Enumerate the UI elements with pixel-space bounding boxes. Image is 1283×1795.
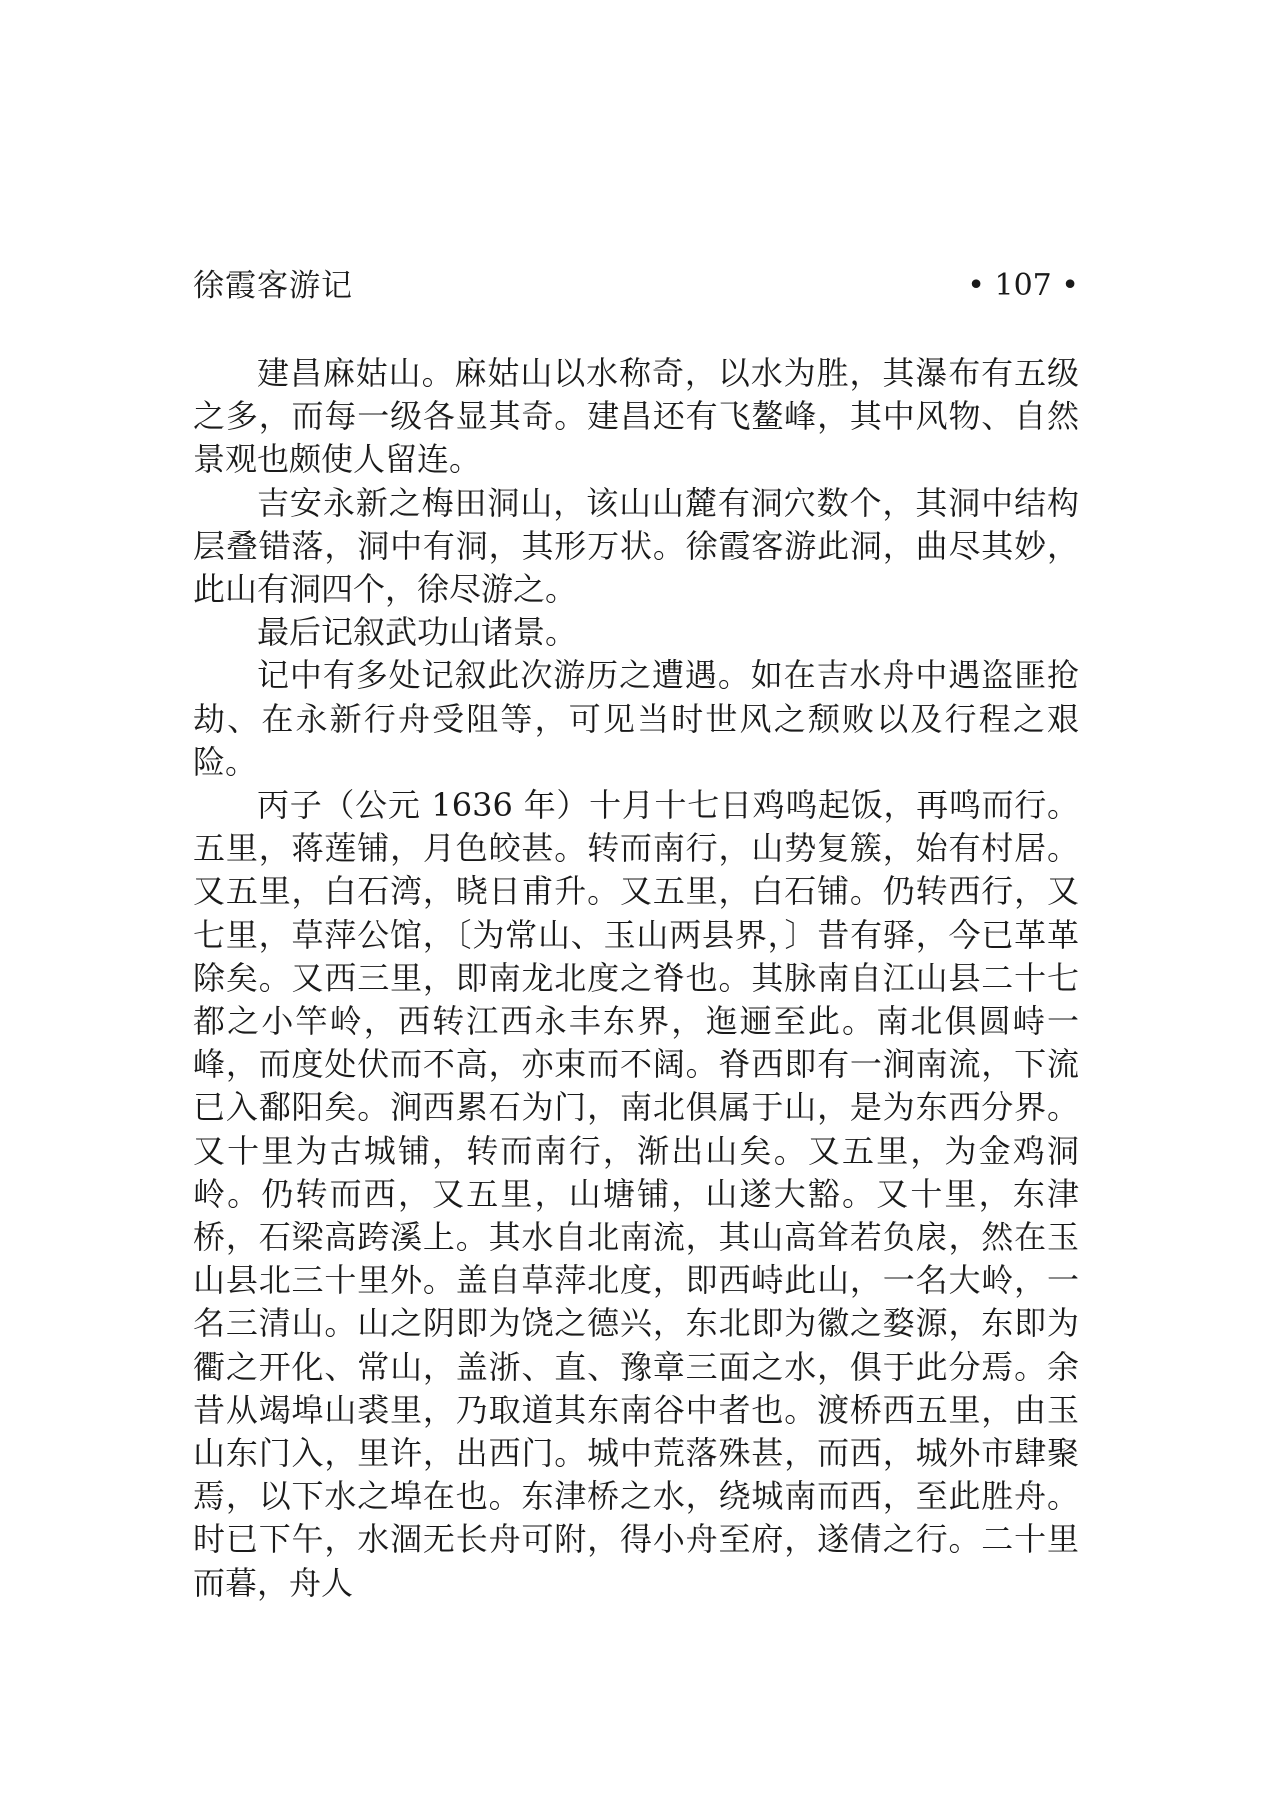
paragraph: 最后记叙武功山诸景。	[257, 613, 578, 652]
page-number: • 107 •	[967, 268, 1079, 303]
paragraph: 记中有多处记叙此次游历之遭遇。如在吉水舟中遇盗匪抢劫、在永新行舟受阻等，可见当时世风之颓败以及行程之艰险。	[193, 656, 1079, 781]
page-header	[193, 262, 1079, 310]
paragraph: 建昌麻姑山。麻姑山以水称奇，以水为胜，其瀑布有五级之多，而每一级各显其奇。建昌还有飞鳌峰，其中风物、自然景观也颇使人留连。	[193, 354, 1079, 479]
book-title: 徐霞客游记	[193, 268, 353, 304]
paragraph: 吉安永新之梅田洞山，该山山麓有洞穴数个，其洞中结构层叠错落，洞中有洞，其形万状。徐霞客游此洞，曲尽其妙，此山有洞四个，徐尽游之。	[193, 483, 1079, 609]
body-text	[193, 352, 1079, 1605]
paragraph: 丙子（公元 1636 年）十月十七日鸡鸣起饭，再鸣而行。五里，蒋莲铺，月色皎甚。转而南行，山势复簇，始有村居。又五里，白石湾，晓日甫升。又五里，白石铺。仍转西行，又七里，草萍公馆，〔为常山、玉山两县界，〕昔有驿，今已革革除矣。又西三里，即南龙北度之脊也。其脉南自江山县二十七都之小竿岭，西转江西永丰东界，迤逦至此。南北俱圆峙一峰，而度处伏而不高，亦束而不阔。脊西即有一涧南流，下流已入鄱阳矣。涧西累石为门，南北俱属于山，是为东西分界。又十里为古城铺，转而南行，渐出山矣。又五里，为金鸡洞岭。仍转而西，又五里，山塘铺，山遂大豁。又十里，东津桥，石梁高跨溪上。其水自北南流，其山高耸若负扆，然在玉山县北三十里外。盖自草萍北度，即西峙此山，一名大岭，一名三清山。山之阴即为饶之德兴，东北即为徽之婺源，东即为衢之开化、常山，盖浙、直、豫章三面之水，俱于此分焉。余昔从竭埠山裘里，乃取道其东南谷中者也。渡桥西五里，由玉山东门入，里许，出西门。城中荒落殊甚，而西，城外市肆聚焉，以下水之埠在也。东津桥之水，绕城南而西，至此胜舟。时已下午，水涸无长舟可附，得小舟至府，遂倩之行。二十里而暮，舟人	[193, 786, 1079, 1602]
